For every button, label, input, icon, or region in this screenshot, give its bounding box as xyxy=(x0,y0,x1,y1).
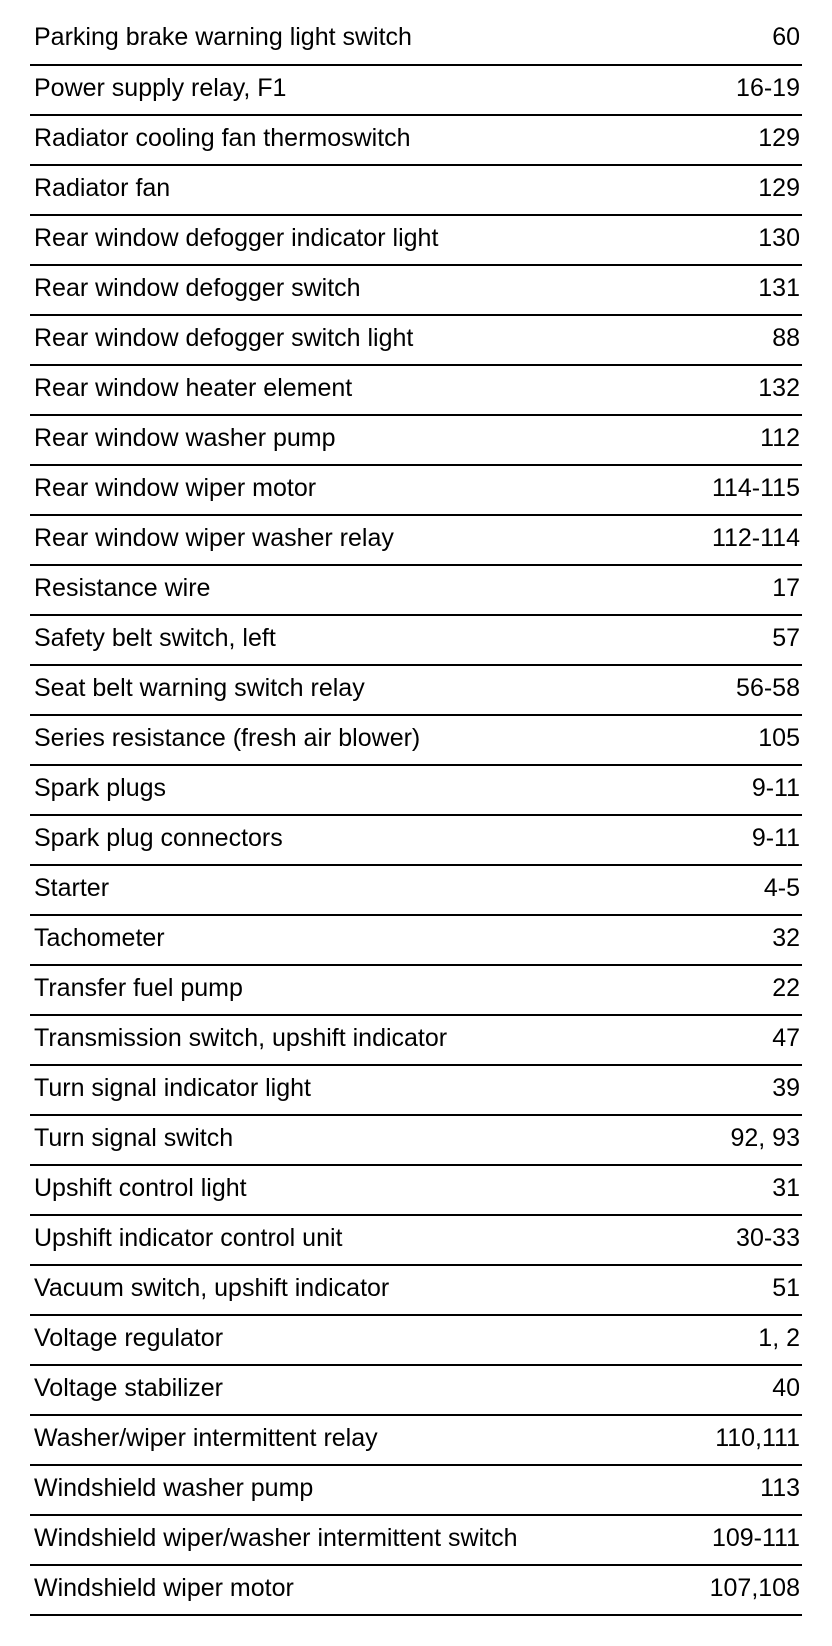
component-name: Transmission switch, upshift indicator xyxy=(34,1023,448,1052)
index-row xyxy=(30,316,802,366)
component-name: Voltage regulator xyxy=(34,1323,224,1352)
index-row xyxy=(30,1466,802,1516)
component-name: Upshift indicator control unit xyxy=(34,1223,343,1252)
page-reference: 109-111 xyxy=(711,1523,800,1552)
index-row xyxy=(30,15,802,66)
index-row xyxy=(30,366,802,416)
component-name: Spark plugs xyxy=(34,773,167,802)
component-name: Rear window wiper washer relay xyxy=(34,523,394,552)
component-name: Upshift control light xyxy=(34,1173,247,1202)
page-reference: 129 xyxy=(758,173,800,202)
page-reference: 30-33 xyxy=(736,1223,800,1252)
page-reference: 1, 2 xyxy=(758,1323,800,1352)
component-name: Turn signal indicator light xyxy=(34,1073,311,1102)
index-row xyxy=(30,1566,802,1616)
index-row xyxy=(30,1316,802,1366)
component-name: Rear window wiper motor xyxy=(34,473,317,502)
index-row xyxy=(30,266,802,316)
index-row xyxy=(30,966,802,1016)
component-name: Windshield wiper motor xyxy=(34,1573,294,1602)
component-name: Safety belt switch, left xyxy=(34,623,276,652)
page-reference: 113 xyxy=(760,1473,800,1502)
page-reference: 32 xyxy=(772,923,800,952)
page-reference: 114-115 xyxy=(711,473,800,502)
page-reference: 110,111 xyxy=(715,1423,800,1452)
page-reference: 130 xyxy=(758,223,800,252)
page-reference: 39 xyxy=(772,1073,800,1102)
page-reference: 9-11 xyxy=(751,773,800,802)
page-reference: 112 xyxy=(760,423,800,452)
index-row xyxy=(30,166,802,216)
index-row xyxy=(30,766,802,816)
page-reference: 31 xyxy=(772,1173,800,1202)
component-name: Turn signal switch xyxy=(34,1123,234,1152)
page-reference: 129 xyxy=(758,123,800,152)
page-reference: 112-114 xyxy=(711,523,800,552)
index-row xyxy=(30,1166,802,1216)
component-name: Power supply relay, F1 xyxy=(34,73,287,102)
page-reference: 60 xyxy=(772,23,800,51)
component-name: Rear window heater element xyxy=(34,373,353,402)
page-reference: 40 xyxy=(772,1373,800,1402)
component-name: Radiator fan xyxy=(34,173,171,202)
component-name: Series resistance (fresh air blower) xyxy=(34,723,421,752)
component-name: Resistance wire xyxy=(34,573,211,602)
page-reference: 107,108 xyxy=(709,1573,800,1602)
index-row xyxy=(30,1216,802,1266)
page-reference: 4-5 xyxy=(763,873,800,902)
index-row xyxy=(30,416,802,466)
component-index-table xyxy=(30,15,802,1616)
component-name: Rear window defogger switch xyxy=(34,273,361,302)
index-row xyxy=(30,66,802,116)
page-reference: 56-58 xyxy=(736,673,800,702)
component-name: Windshield washer pump xyxy=(34,1473,314,1502)
component-name: Tachometer xyxy=(34,923,165,952)
page-reference: 132 xyxy=(758,373,800,402)
index-row xyxy=(30,216,802,266)
page-reference: 92, 93 xyxy=(730,1123,800,1152)
index-row xyxy=(30,1116,802,1166)
index-row xyxy=(30,666,802,716)
index-row xyxy=(30,1066,802,1116)
page-reference: 57 xyxy=(772,623,800,652)
index-row xyxy=(30,916,802,966)
component-name: Vacuum switch, upshift indicator xyxy=(34,1273,390,1302)
page-reference: 105 xyxy=(758,723,800,752)
component-name: Washer/wiper intermittent relay xyxy=(34,1423,378,1452)
index-row xyxy=(30,1016,802,1066)
component-name: Seat belt warning switch relay xyxy=(34,673,365,702)
component-name: Parking brake warning light switch xyxy=(34,23,412,51)
index-row xyxy=(30,466,802,516)
page-reference: 51 xyxy=(772,1273,800,1302)
component-name: Rear window washer pump xyxy=(34,423,336,452)
index-row xyxy=(30,566,802,616)
page-reference: 16-19 xyxy=(736,73,800,102)
index-row xyxy=(30,1266,802,1316)
component-name: Transfer fuel pump xyxy=(34,973,243,1002)
page-reference: 22 xyxy=(772,973,800,1002)
index-row xyxy=(30,1366,802,1416)
index-row xyxy=(30,116,802,166)
page-reference: 9-11 xyxy=(751,823,800,852)
component-name: Starter xyxy=(34,873,110,902)
component-name: Voltage stabilizer xyxy=(34,1373,224,1402)
index-row xyxy=(30,866,802,916)
page-reference: 131 xyxy=(758,273,800,302)
index-row xyxy=(30,516,802,566)
index-row xyxy=(30,1416,802,1466)
index-row xyxy=(30,716,802,766)
component-name: Spark plug connectors xyxy=(34,823,283,852)
component-name: Rear window defogger indicator light xyxy=(34,223,439,252)
index-row xyxy=(30,616,802,666)
index-row xyxy=(30,816,802,866)
component-name: Windshield wiper/washer intermittent switch xyxy=(34,1523,518,1552)
page-reference: 17 xyxy=(772,573,800,602)
component-name: Rear window defogger switch light xyxy=(34,323,414,352)
component-name: Radiator cooling fan thermoswitch xyxy=(34,123,411,152)
page-reference: 47 xyxy=(772,1023,800,1052)
page-reference: 88 xyxy=(772,323,800,352)
index-row xyxy=(30,1516,802,1566)
